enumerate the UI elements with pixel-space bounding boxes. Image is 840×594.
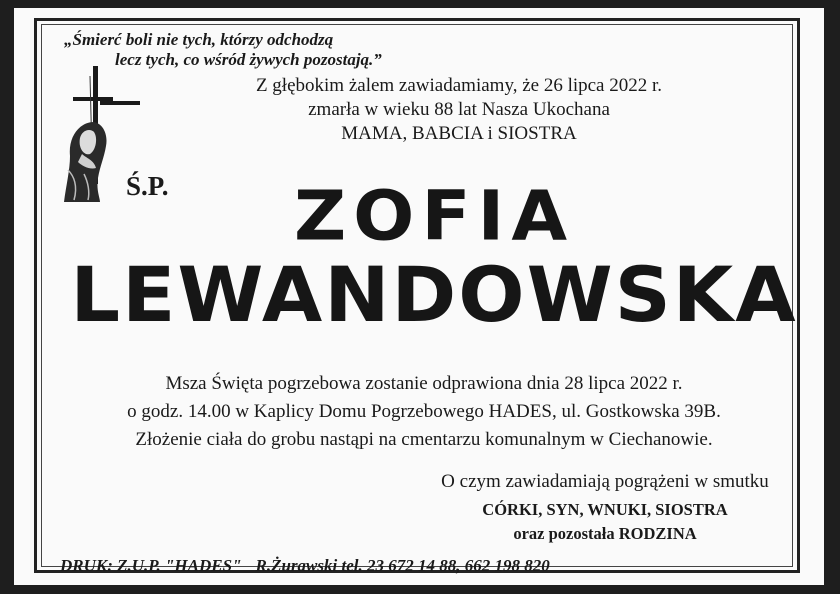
- deceased-last-name: LEWANDOWSKA: [70, 252, 798, 340]
- funeral-line-3: Złożenie ciała do grobu nastąpi na cmentarzu komunalnym w Ciechanowie.: [135, 429, 713, 450]
- funeral-line-1: Msza Święta pogrzebowa zostanie odprawiona dnia 28 lipca 2022 r.: [165, 373, 683, 394]
- funeral-line-2: o godz. 14.00 w Kaplicy Domu Pogrzebowego HADES, ul. Gostkowska 39B.: [127, 401, 721, 422]
- quote-line-1: „Śmierć boli nie tych, którzy odchodzą: [64, 30, 334, 49]
- printer-name: DRUK: Z.U.P. "HADES": [60, 556, 242, 575]
- obituary-sheet: [14, 8, 824, 585]
- mourners-signature: [414, 470, 796, 546]
- mourners-intro: O czym zawiadamiają pogrążeni w smutku: [441, 471, 769, 492]
- mourners-family: CÓRKI, SYN, WNUKI, SIOSTRA: [482, 500, 728, 519]
- funeral-details: [64, 370, 784, 454]
- epigraph-quote: [64, 30, 534, 70]
- printer-contact: R.Żurawski tel. 23 672 14 88, 662 198 820: [255, 556, 550, 575]
- announcement-line-2: zmarła w wieku 88 lat Nasza Ukochana: [308, 99, 610, 120]
- death-announcement: [224, 74, 694, 146]
- printer-footer: [60, 556, 760, 576]
- sp-label: Ś.P.: [126, 171, 169, 201]
- mourners-rest: oraz pozostała RODZINA: [513, 524, 697, 543]
- deceased-first-name: ZOFIA: [293, 176, 575, 256]
- quote-line-2: lecz tych, co wśród żywych pozostają.”: [115, 50, 382, 69]
- announcement-line-3: MAMA, BABCIA i SIOSTRA: [341, 123, 577, 144]
- announcement-line-1: Z głębokim żalem zawiadamiamy, że 26 lipca 2022 r.: [255, 75, 663, 96]
